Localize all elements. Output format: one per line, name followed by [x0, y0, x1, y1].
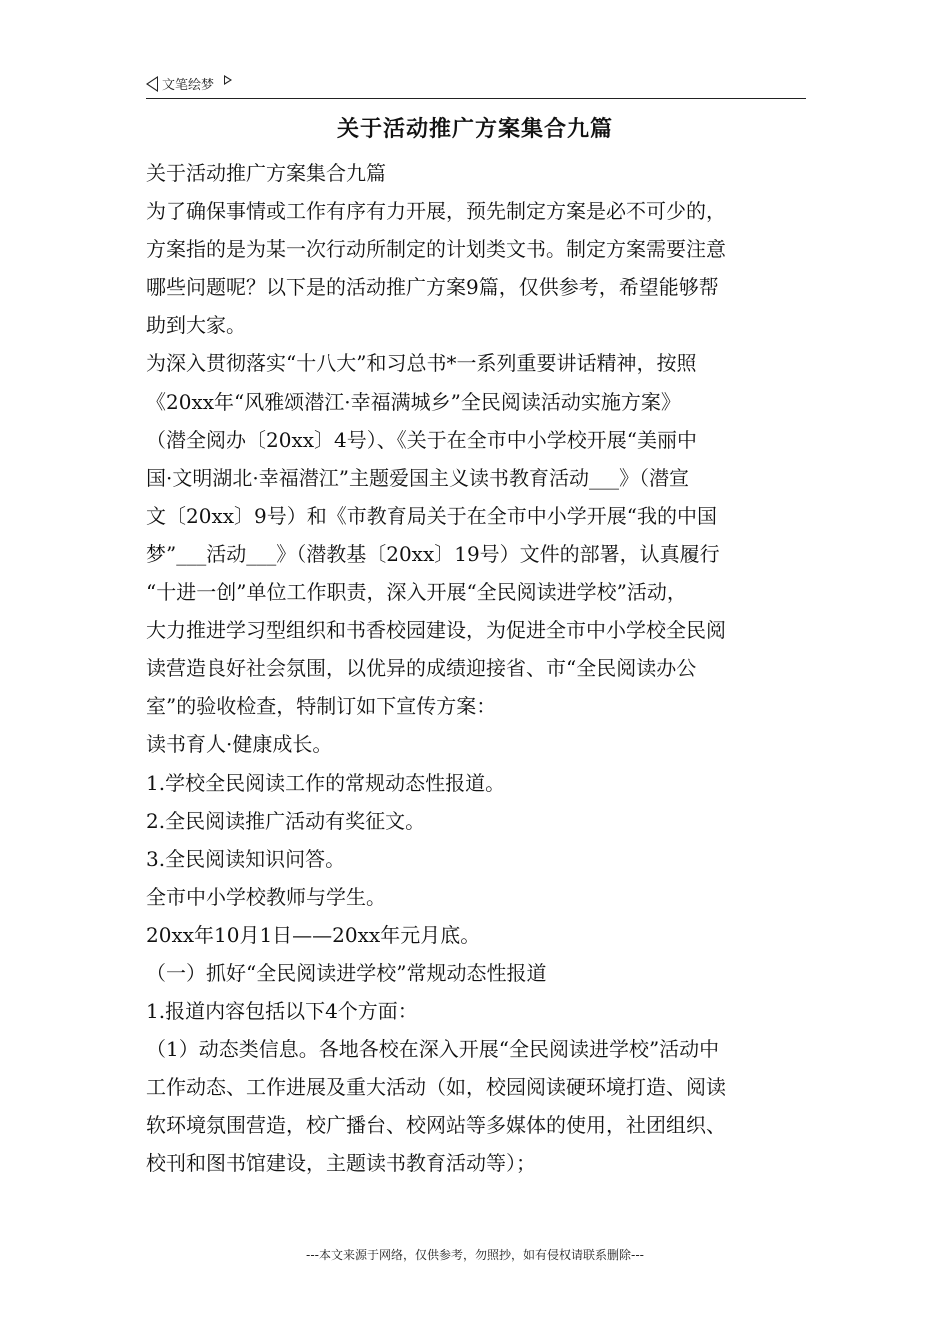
body-line: （一）抓好“全民阅读进学校”常规动态性报道 [146, 960, 547, 985]
body-line: 2.全民阅读推广活动有奖征文。 [146, 808, 426, 833]
body-line: 3.全民阅读知识问答。 [146, 846, 346, 871]
page-header [146, 72, 806, 99]
body-line: 《20xx年“风雅颂潜江·幸福满城乡”全民阅读活动实施方案》 [146, 389, 681, 414]
document-body [146, 154, 811, 1183]
body-line: 为了确保事情或工作有序有力开展，预先制定方案是必不可少的， [146, 199, 726, 224]
page-footer: ---本文来源于网络，仅供参考，勿照抄，如有侵权请联系删除--- [306, 1248, 644, 1262]
body-line: 国·文明湖北·幸福潜江”主题爱国主义读书教育活动___》（潜宣 [146, 465, 689, 490]
body-line: 软环境氛围营造，校广播台、校网站等多媒体的使用，社团组织、 [146, 1113, 726, 1138]
body-line: （1）动态类信息。各地各校在深入开展“全民阅读进学校”活动中 [146, 1037, 720, 1062]
body-line: 文〔20xx〕9号）和《市教育局关于在全市中小学开展“我的中国 [146, 503, 717, 528]
brand-name: 文笔绘梦 [162, 78, 215, 93]
body-line: 助到大家。 [146, 313, 246, 338]
triangle-right-icon [224, 75, 232, 85]
body-line: 1.报道内容包括以下4个方面： [146, 999, 418, 1024]
body-line: 大力推进学习型组织和书香校园建设，为促进全市中小学校全民阅 [146, 618, 726, 643]
body-line: 工作动态、工作进展及重大活动（如，校园阅读硬环境打造、阅读 [146, 1075, 726, 1100]
body-line: 校刊和图书馆建设，主题读书教育活动等）； [146, 1151, 536, 1176]
body-line: 20xx年10月1日——20xx年元月底。 [146, 922, 481, 947]
body-line: 读书育人·健康成长。 [146, 732, 333, 757]
document-title: 关于活动推广方案集合九篇 [336, 117, 613, 142]
triangle-left-icon [146, 76, 158, 92]
body-line: “十进一创”单位工作职责，深入开展“全民阅读进学校”活动， [146, 580, 687, 605]
body-line: 为深入贯彻落实“十八大”和习总书*一系列重要讲话精神，按照 [146, 351, 697, 376]
body-line: 1.学校全民阅读工作的常规动态性报道。 [146, 770, 506, 795]
body-line: 关于活动推广方案集合九篇 [146, 161, 386, 185]
body-line: （潜全阅办〔20xx〕4号）、《关于在全市中小学校开展“美丽中 [146, 427, 697, 452]
body-line: 室”的验收检查，特制订如下宣传方案： [146, 694, 497, 719]
body-line: 方案指的是为某一次行动所制定的计划类文书。制定方案需要注意 [146, 237, 726, 262]
body-line: 哪些问题呢？以下是的活动推广方案9篇，仅供参考，希望能够帮 [146, 275, 719, 300]
body-line: 梦”___活动___》（潜教基〔20xx〕19号）文件的部署，认真履行 [146, 541, 720, 566]
body-line: 全市中小学校教师与学生。 [146, 884, 386, 909]
brand [146, 74, 232, 93]
body-line: 读营造良好社会氛围，以优异的成绩迎接省、市“全民阅读办公 [146, 656, 697, 681]
